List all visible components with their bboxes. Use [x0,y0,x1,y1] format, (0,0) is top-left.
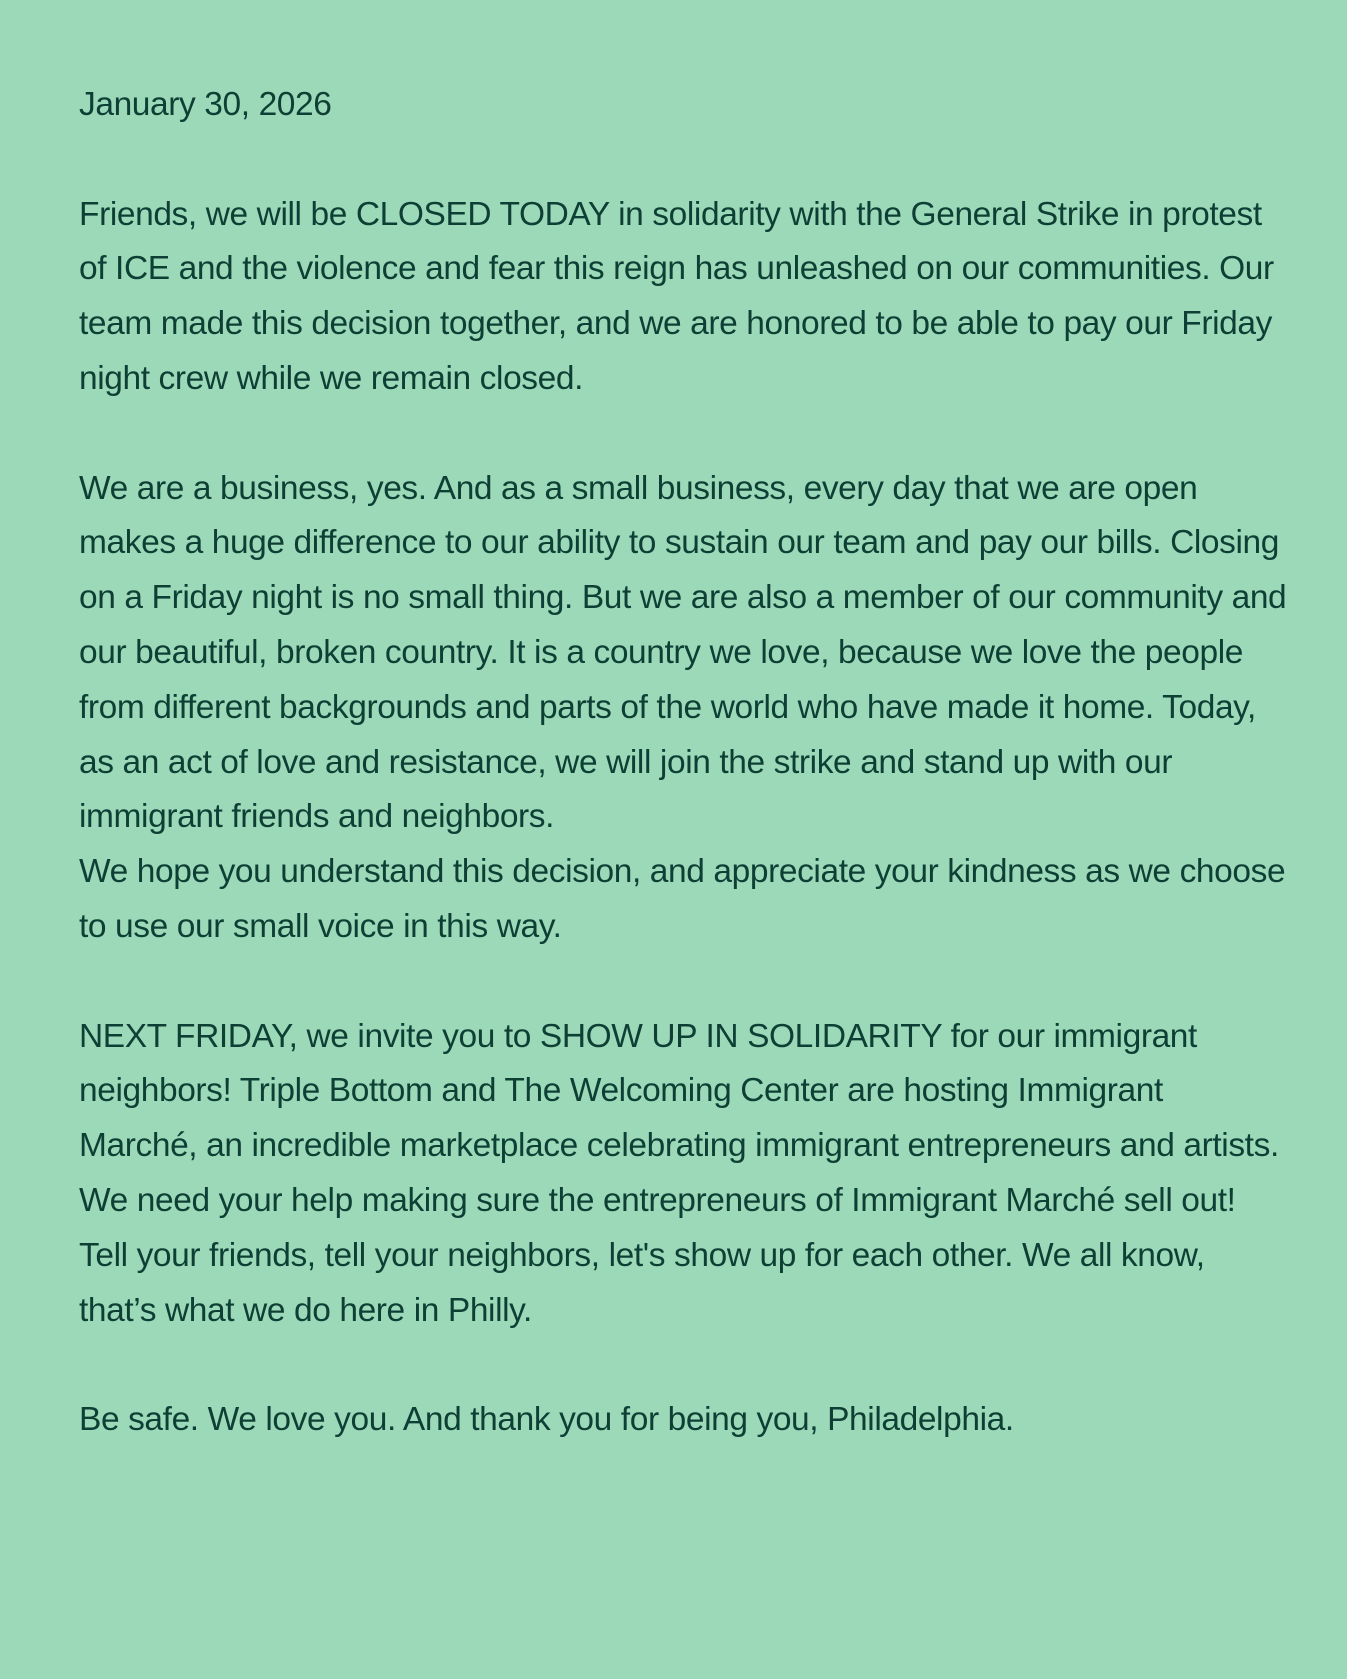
understanding-paragraph: We hope you understand this decision, and appreciate your kindness as we choose to use our small voice in this way. [79,853,1286,945]
closing-line: Be safe. We love you. And thank you for being you, Philadelphia. [79,1401,1014,1439]
next-friday-paragraph: NEXT FRIDAY, we invite you to SHOW UP IN SOLIDARITY for our immigrant neighbors! Triple Bottom and The Welcoming Center are hosting Immigrant Marché, an incredible marketplace celebrating immigrant entrepreneurs and artists. We need your help making sure the entrepreneurs of Immigrant Marché sell out! Tell your friends, tell your neighbors, let's show up for each other. We all know, that’s what we do here in Philly. [79,1017,1279,1329]
paragraph-spacer [79,407,1287,462]
announcement-letter [79,78,1287,1448]
paragraph-spacer [79,1338,1287,1393]
small-business-paragraph: We are a business, yes. And as a small business, every day that we are open makes a huge difference to our ability to sustain our team and pay our bills. Closing on a Friday night is no small thing. But we are also a member of our community and our beautiful, broken country. It is a country we love, because we love the people from different backgrounds and parts of the world who have made it home. Today, as an act of love and resistance, we will join the strike and stand up with our immigrant friends and neighbors. [79,469,1287,836]
paragraph-spacer [79,133,1287,188]
letter-date: January 30, 2026 [79,86,332,123]
closure-announcement-paragraph: Friends, we will be CLOSED TODAY in solidarity with the General Strike in protest of ICE and the violence and fear this reign has unleashed on our communities. Our team made this decision together, and we are honored to be able to pay our Friday night crew while we remain closed. [79,195,1274,397]
paragraph-spacer [79,955,1287,1010]
